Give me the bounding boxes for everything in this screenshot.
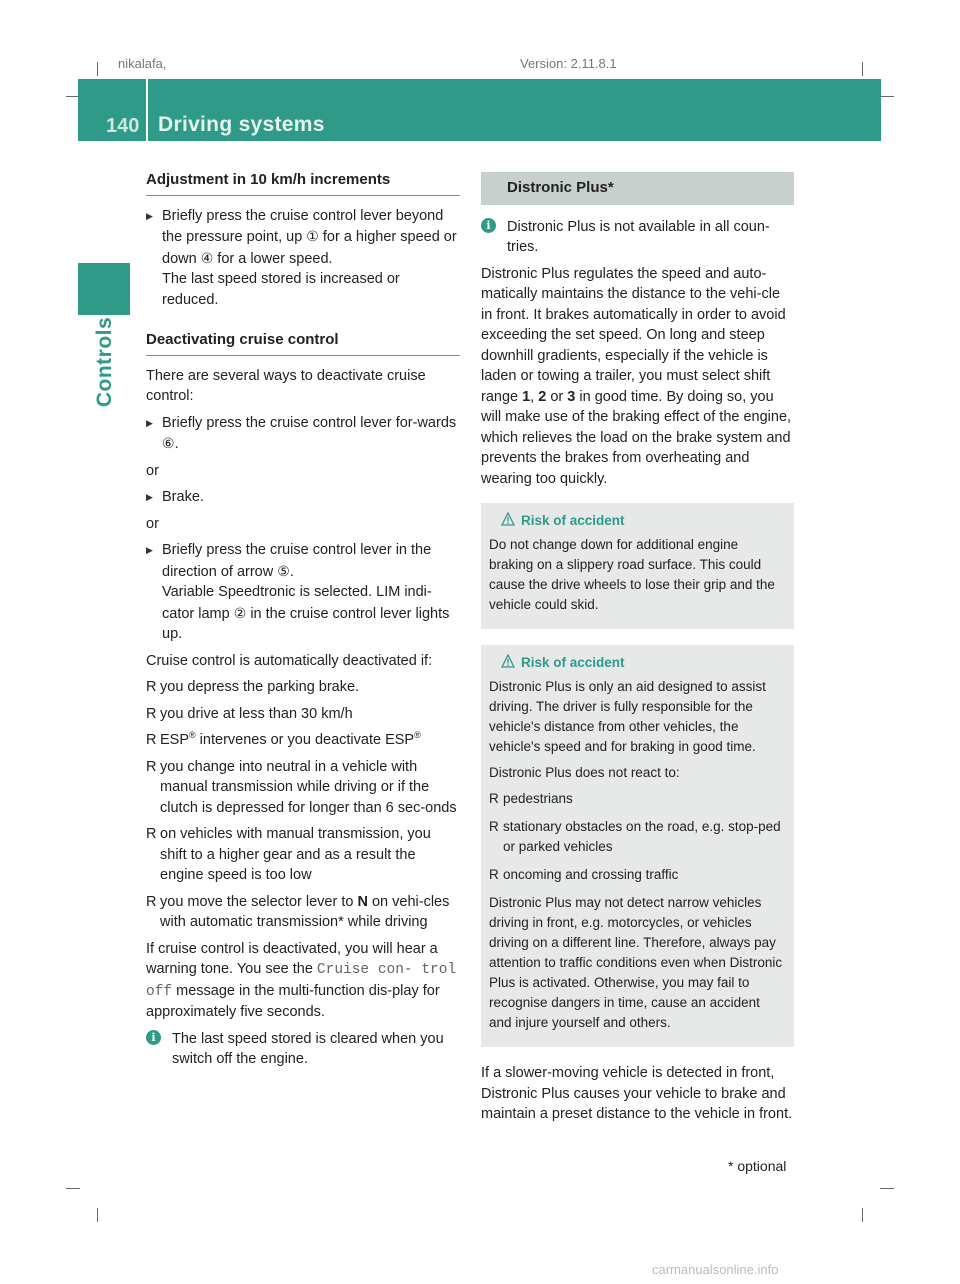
warning-box	[481, 503, 794, 629]
text: Risk of accident	[521, 655, 625, 670]
callout-number: ②	[233, 604, 247, 621]
heading-deactivating: Deactivating cruise control	[146, 330, 460, 356]
info-note	[146, 1029, 460, 1070]
warning-box	[481, 645, 794, 1047]
text: in the cruise control lever lights up.	[162, 605, 450, 642]
bullet-icon: R	[489, 819, 499, 834]
side-tab-block	[78, 263, 130, 315]
list-item	[146, 892, 460, 933]
text: message in the multi-function dis-play for approximately five seconds.	[146, 982, 440, 1020]
bullet-icon: R	[146, 893, 157, 910]
heading-distronic: Distronic Plus*	[481, 172, 794, 205]
page-number: 140	[106, 115, 140, 137]
text: stationary obstacles on the road, e.g. stop-ped or parked vehicles	[503, 819, 781, 854]
step-increase	[146, 206, 460, 311]
list-item	[489, 789, 786, 809]
text: for a higher speed or down	[162, 229, 457, 267]
gear-number: 2	[538, 388, 547, 405]
list-item	[146, 704, 460, 725]
print-slug-left: nikalafa,	[118, 56, 167, 71]
bullet-icon: R	[146, 679, 157, 695]
text: .	[174, 436, 179, 452]
step-press-forwards	[146, 413, 460, 455]
text: you depress the parking brake.	[160, 679, 360, 695]
callout-number: ④	[200, 249, 214, 266]
text: on vehi-cles with automatic transmission* while driving	[160, 893, 450, 930]
registered-mark: ®	[414, 730, 421, 741]
callout-number: ⑥	[162, 435, 175, 451]
text: you change into neutral in a vehicle with manual transmission while driving or if the clutch is depressed for longer than 6 sec-onds	[160, 758, 457, 816]
warning-triangle-icon	[501, 512, 515, 526]
header-divider	[146, 79, 148, 141]
intro-paragraph: There are several ways to deactivate cruise control:	[146, 367, 426, 404]
list-item	[146, 757, 460, 819]
section-title: Driving systems	[158, 113, 325, 136]
or-text: or	[146, 515, 159, 532]
warning-title	[489, 511, 786, 531]
crop-mark	[880, 96, 894, 97]
auto-deactivation-intro: Cruise control is automatically deactivated if:	[146, 652, 433, 669]
text: .	[289, 563, 294, 580]
text: on vehicles with manual transmission, you shift to a higher gear and as a result the engine speed is too low	[160, 826, 431, 883]
text: Risk of accident	[521, 513, 625, 528]
print-slug-right: Version: 2.11.8.1	[520, 56, 617, 71]
gear-number: 3	[567, 388, 576, 405]
warning-tone-paragraph	[146, 939, 460, 1023]
list-item	[146, 730, 460, 751]
warning-text: Do not change down for additional engine braking on a slippery road surface. This could cause the drive wheels to lose their grip and the vehicle could skid.	[489, 537, 775, 612]
or-text: or	[146, 462, 159, 479]
text: you move the selector lever to	[160, 893, 358, 910]
crop-mark	[66, 1188, 80, 1189]
crop-mark	[862, 62, 863, 76]
text: Distronic Plus regulates the speed and auto-matically maintains the distance to the vehi-cle in front. It brakes automatically in order to avoid exceeding the set speed. On long and steep downhill gradients, especially if the vehicle is laden or towing a trailer, you must select shift range	[481, 265, 786, 405]
text: in good time. By doing so, you will make use of the braking effect of the engine, which relieves the load on the brake system and prevents the brakes from overheating and wearing too quickly.	[481, 388, 792, 487]
text: you drive at less than 30 km/h	[160, 705, 353, 722]
step-brake: ▶ Brake.	[146, 487, 460, 508]
text: or	[546, 388, 568, 405]
text: oncoming and crossing traffic	[503, 867, 679, 882]
warning-text: Distronic Plus does not react to:	[489, 765, 680, 780]
bullet-icon: R	[489, 791, 499, 806]
text: Briefly press the cruise control lever for-wards	[162, 414, 457, 431]
text: intervenes or you deactivate ESP	[195, 732, 415, 748]
list-item	[146, 824, 460, 886]
crop-mark	[880, 1188, 894, 1189]
text: The last speed stored is increased or reduced.	[162, 271, 400, 308]
text: If cruise control is deactivated, you will hear a warning tone. You see the	[146, 940, 438, 977]
left-column	[146, 170, 460, 1076]
bullet-icon: R	[146, 758, 157, 775]
display-message: Cruise con‐ trol off	[146, 962, 457, 1000]
text: ESP	[160, 732, 190, 748]
registered-mark: ®	[189, 730, 196, 741]
info-note	[481, 217, 794, 258]
warning-text: Distronic Plus may not detect narrow vehicles driving in front, e.g. motorcycles, or vehicles driving on a different line. Therefore, always pay attention to traffic conditions even when Distronic Plus is activated. Otherwise, you may fail to recognise dangers in time, cause an accident and injure yourself and others.	[489, 895, 783, 1030]
text: pedestrians	[503, 791, 573, 806]
warning-triangle-icon	[501, 654, 515, 668]
gear-number: 1	[522, 388, 531, 405]
list-item	[489, 865, 786, 885]
page-header	[78, 79, 881, 141]
text: Briefly press the cruise control lever in the direction of arrow	[162, 542, 432, 580]
bullet-icon: R	[146, 732, 157, 748]
side-tab-label	[93, 316, 136, 420]
step-press-arrow	[146, 540, 460, 645]
heading-adjustment: Adjustment in 10 km/h increments	[146, 170, 460, 196]
list-item	[146, 677, 460, 698]
side-tab-text: Controls	[93, 316, 117, 408]
crop-mark	[97, 1208, 98, 1222]
crop-mark	[862, 1208, 863, 1222]
right-column	[481, 172, 794, 1131]
text: Variable Speedtronic is selected. LIM indi-cator lamp	[162, 584, 432, 622]
callout-number: ⑤	[277, 562, 290, 579]
info-icon: i	[146, 1030, 161, 1045]
text: The last speed stored is cleared when you switch off the engine.	[172, 1030, 444, 1067]
warning-text: Distronic Plus is only an aid designed to assist driving. The driver is fully responsible for the vehicle's distance from other vehicles, the vehicle's speed and for braking in good time.	[489, 679, 766, 754]
list-item	[489, 817, 786, 857]
info-icon: i	[481, 218, 496, 233]
text: ,	[530, 388, 539, 405]
footer-optional-note: * optional	[728, 1158, 787, 1174]
gear-letter: N	[357, 893, 368, 910]
slower-vehicle-paragraph: If a slower-moving vehicle is detected in front, Distronic Plus causes your vehicle to brake and maintain a preset distance to the vehicle in front.	[481, 1065, 793, 1122]
crop-mark	[97, 62, 98, 76]
watermark: carmanualsonline.info	[652, 1262, 779, 1277]
bullet-icon: R	[489, 867, 499, 882]
bullet-icon: R	[146, 705, 157, 722]
distronic-description	[481, 264, 794, 490]
warning-title	[489, 653, 786, 673]
callout-number: ①	[306, 228, 319, 244]
text: Distronic Plus is not available in all coun-tries.	[507, 218, 770, 255]
text: for a lower speed.	[213, 250, 333, 267]
bullet-icon: R	[146, 826, 157, 842]
text: Briefly press the cruise control lever beyond the pressure point, up	[162, 207, 444, 245]
